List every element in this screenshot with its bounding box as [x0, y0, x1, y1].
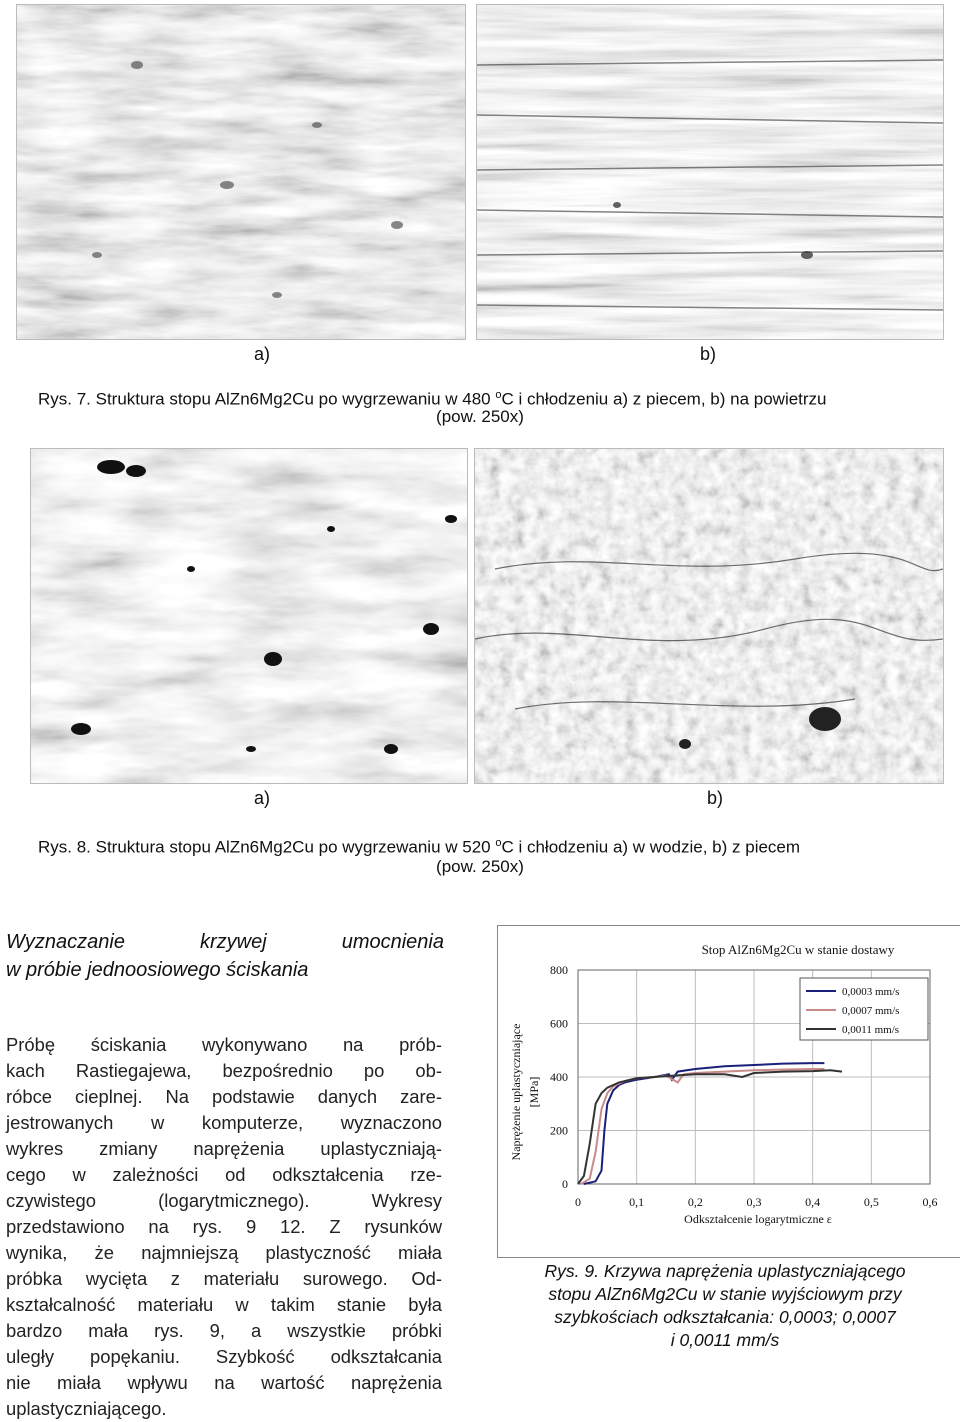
y-axis-label-line1: Naprężenie uplastyczniające	[509, 1023, 523, 1161]
body-line: uległy popękaniu. Szybkość odkształcania	[6, 1346, 442, 1367]
x-tick-label: 0,5	[863, 1195, 879, 1209]
fig7-caption-line2: (pow. 250x)	[436, 407, 524, 426]
fig9-caption-line: stopu AlZn6Mg2Cu w stanie wyjściowym przy	[548, 1284, 902, 1304]
body-line: jestrowanych w komputerze, wyznaczono	[6, 1112, 442, 1133]
fig8-label-a: a)	[254, 788, 271, 808]
y-tick-label: 200	[550, 1123, 568, 1138]
section-heading-word: Wyznaczanie	[6, 931, 125, 953]
fig7-label-a: a)	[254, 344, 271, 364]
section-heading	[6, 928, 444, 984]
x-tick-label: 0,1	[629, 1195, 645, 1209]
body-line: czywistego (logarytmicznego). Wykresy	[6, 1190, 442, 1211]
fig8-caption-line2: (pow. 250x)	[436, 857, 524, 876]
stress-strain-chart	[497, 925, 960, 1258]
y-tick-label: 800	[550, 963, 568, 977]
section-heading-line2: w próbie jednoosiowego ściskania	[6, 959, 309, 981]
fig8-caption-line1: Rys. 8. Struktura stopu AlZn6Mg2Cu po wygrzewaniu w 520 $^o$C i chłodzeniu a) w wodzie, b) z piecem	[38, 837, 801, 857]
body-line: Próbę ściskania wykonywano na prób-	[6, 1034, 442, 1055]
y-tick-label: 600	[550, 1016, 568, 1031]
body-line: cego w zależności od odkształcenia rze-	[6, 1164, 442, 1185]
fig9-caption-line: i 0,0011 mm/s	[670, 1330, 780, 1350]
body-line: kształcalność materiału w takim stanie była	[6, 1294, 442, 1315]
micrograph-fig7-a	[16, 4, 466, 340]
y-tick-label: 400	[550, 1070, 568, 1084]
fig8-label-b: b)	[707, 788, 724, 808]
section-heading-word: umocnienia	[341, 931, 444, 953]
micrograph-fig8-a	[30, 448, 468, 784]
body-line: wynika, że najmniejszą plastyczność miała	[6, 1242, 442, 1263]
fig7-caption-line1: Rys. 7. Struktura stopu AlZn6Mg2Cu po wygrzewaniu w 480 $^o$C i chłodzeniu a) z piecem, b) na powietrzu	[38, 389, 827, 409]
micrograph-fig7-b	[476, 4, 944, 340]
body-line: uplastyczniającego.	[6, 1398, 167, 1419]
y-axis-label-line2: [MPa]	[527, 1076, 541, 1108]
section-heading-word: krzywej	[199, 931, 267, 953]
body-line: próbka wycięta z materiału surowego. Od-	[6, 1268, 442, 1289]
chart-svg	[498, 926, 960, 1257]
micrograph-fig8-b	[474, 448, 944, 784]
body-line: róbce cieplnej. Na podstawie danych zare-	[6, 1086, 442, 1107]
y-tick-label: 0	[562, 1177, 568, 1191]
chart-title: Stop AlZn6Mg2Cu w stanie dostawy	[701, 942, 895, 957]
x-tick-label: 0,4	[805, 1195, 821, 1209]
x-tick-label: 0,6	[922, 1195, 938, 1209]
x-tick-label: 0	[575, 1195, 581, 1209]
body-line: bardzo mała rys. 9, a wszystkie próbki	[6, 1320, 442, 1341]
x-tick-label: 0,3	[746, 1195, 762, 1209]
body-line: wykres zmiany naprężenia uplastyczniają-	[6, 1138, 442, 1159]
fig9-caption	[490, 1260, 960, 1352]
legend-entry: 0,0007 mm/s	[842, 1005, 900, 1017]
x-axis-label: Odkształcenie logarytmiczne ε	[684, 1212, 832, 1226]
fig9-caption-line: szybkościach odkształcania: 0,0003; 0,0007	[554, 1307, 896, 1327]
fig7-label-b: b)	[700, 344, 717, 364]
body-paragraph	[6, 1032, 442, 1422]
body-line: przedstawiono na rys. 9 12. Z rysunków	[6, 1216, 442, 1237]
fig9-caption-line: Rys. 9. Krzywa naprężenia uplastyczniającego	[544, 1261, 906, 1281]
body-line: kach Rastiegajewa, bezpośrednio po ob-	[6, 1060, 442, 1081]
legend-entry: 0,0003 mm/s	[842, 986, 900, 998]
x-tick-label: 0,2	[687, 1195, 703, 1209]
body-line: nie miała wpływu na wartość naprężenia	[6, 1372, 442, 1393]
legend-entry: 0,0011 mm/s	[842, 1024, 900, 1036]
